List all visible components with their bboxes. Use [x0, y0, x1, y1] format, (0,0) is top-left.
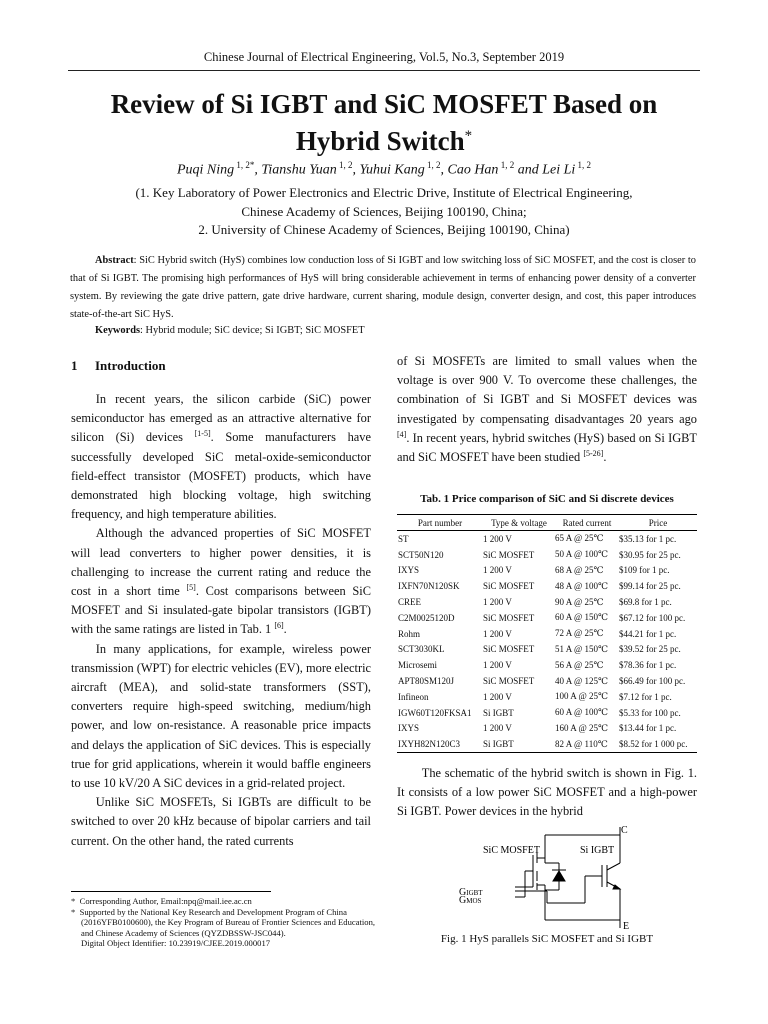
paragraph: The schematic of the hybrid switch is shown in Fig. 1. It consists of a low power SiC MOSFET and a high-power Si IGBT. Power devices in the hybrid	[397, 766, 697, 819]
citation: [1-5]	[194, 429, 211, 439]
table-cell: IXYH82N120C3	[397, 736, 483, 752]
table-cell: Rohm	[398, 628, 421, 639]
footnote-mark: *	[71, 906, 76, 917]
table-cell: 1 200 V	[483, 723, 512, 734]
table-cell: $99.14 for 25 pc.	[619, 581, 681, 592]
gate-mos-label: GMOS	[459, 895, 482, 906]
table-cell: 90 A @ 25℃	[555, 596, 604, 607]
table-header-cell: Part number	[397, 515, 483, 531]
table-row	[397, 673, 697, 689]
abstract	[70, 252, 696, 324]
author-separator: ,	[254, 162, 262, 178]
citation: [4]	[397, 429, 407, 439]
table-cell: Microsemi	[398, 660, 437, 671]
table-cell: $69.8 for 1 pc.	[619, 597, 672, 608]
citation: [6]	[274, 621, 284, 631]
price-comparison-table	[397, 514, 697, 753]
table-cell: 60 A @ 150℃	[555, 612, 609, 623]
table-row	[397, 563, 697, 579]
table-row	[397, 610, 697, 626]
paragraph-text: . In recent years, hybrid switches (HyS) based on Si IGBT and SiC MOSFET have been studied	[397, 430, 697, 465]
table-cell: CREE	[398, 597, 422, 608]
paragraph	[71, 390, 371, 524]
table-cell: SiC MOSFET	[483, 581, 535, 592]
table-cell: 1 200 V	[483, 565, 512, 576]
table-cell: Si IGBT	[483, 707, 514, 718]
table-cell: $7.12 for 1 pc.	[619, 691, 672, 702]
table-cell: C2M0025120D	[398, 612, 455, 623]
table-cell: IXFN70N120SK	[398, 581, 460, 592]
gate-igbt-label: GIGBT	[459, 887, 483, 898]
table-cell: $44.21 for 1 pc.	[619, 628, 677, 639]
paragraph: In many applications, for example, wireless power transmission (WPT) for electric vehicles (EV), more electric aircraft (MEA), and solid-state transformers (SST), converters require high-speed switching, medium/high power, and low on-resistance. A reasonable price impacts and delays the application of SiC devices. This is especially true for grid applications, wherein it would baffle engineers to use 10 kV/20 A SiC devices in a grid-related project.	[71, 641, 372, 791]
table-row	[397, 657, 697, 673]
igbt-label: Si IGBT	[580, 845, 615, 856]
table-cell: 82 A @ 110℃	[555, 736, 619, 752]
footnote	[71, 907, 376, 939]
table-cell: 1 200 V	[483, 660, 512, 671]
author-name: Lei Li	[542, 162, 576, 178]
author-name: Cao Han	[447, 162, 499, 178]
author-affiliation-mark: 1, 2	[575, 160, 592, 170]
table-body	[397, 531, 697, 753]
table-cell: 56 A @ 25℃	[555, 659, 604, 670]
author-affiliation-mark: 1, 2*	[234, 160, 255, 170]
table-cell: 48 A @ 100℃	[555, 580, 609, 591]
left-column	[71, 356, 371, 851]
paragraph-text: .	[603, 450, 607, 465]
paragraph-text: Although the advanced properties of SiC MOSFET will lead converters to higher power densities, it is challenging to increase the current rating and reduce the cost in a short time	[71, 526, 371, 599]
footnote	[71, 896, 376, 907]
footnotes	[71, 896, 376, 949]
paragraph-text: of Si MOSFETs are limited to small values when the voltage is over 900 V. To overcome these challenges, the combination of Si IGBT and Si MOSFET devices was investigated by compensating disadvantages 20 years ago	[397, 354, 697, 426]
footnote-mark: *	[71, 896, 76, 906]
hybrid-switch-schematic	[455, 825, 655, 935]
table-cell: $8.52 for 1 000 pc.	[619, 736, 697, 752]
table-cell: SiC MOSFET	[483, 549, 535, 560]
keywords	[70, 323, 696, 339]
table-cell: 51 A @ 150℃	[555, 643, 609, 654]
paragraph-text: In recent years, the silicon carbide (SiC) power semiconductor has emerged as an attractive alternative for silicon (Si) devices	[71, 392, 371, 445]
table-cell: ST	[398, 533, 409, 544]
paragraph-text: .	[283, 622, 287, 637]
table-row	[397, 626, 697, 642]
table-cell: $39.52 for 25 pc.	[619, 644, 681, 655]
table-header-cell: Rated current	[555, 515, 619, 531]
abstract-label: Abstract	[95, 255, 134, 266]
affiliation-line-2: Chinese Academy of Sciences, Beijing 100190, China;	[241, 204, 527, 219]
footnote-text: Corresponding Author, Email:npq@mail.iee.ac.cn	[79, 896, 252, 906]
table-cell: $78.36 for 1 pc.	[619, 660, 677, 671]
table-cell: IXYS	[398, 723, 420, 734]
table-cell: $66.49 for 100 pc.	[619, 676, 686, 687]
table-cell: Si IGBT	[483, 736, 555, 752]
paragraph	[397, 352, 697, 467]
author-affiliation-mark: 1, 2	[498, 160, 515, 170]
table-cell: 1 200 V	[483, 533, 512, 544]
table-cell: 65 A @ 25℃	[555, 533, 604, 544]
table-cell: 72 A @ 25℃	[555, 628, 604, 639]
section-title: Introduction	[95, 358, 166, 373]
author-name: Yuhui Kang	[359, 162, 425, 178]
paper-title	[40, 88, 728, 157]
table-caption: Tab. 1 Price comparison of SiC and Si discrete devices	[420, 493, 674, 505]
footnote: Digital Object Identifier: 10.23919/CJEE.2019.000017	[81, 938, 271, 949]
table-cell: IGW60T120FKSA1	[398, 707, 472, 718]
table-cell: $67.12 for 100 pc.	[619, 612, 686, 623]
paragraph-text: . Some manufacturers have successfully developed SiC metal-oxide-semiconductor field-effect transistor (MOSFET) products, which have demonstrated high blocking voltage, high switching frequency, and high temperature abilities.	[71, 430, 372, 522]
affiliation-line-1: (1. Key Laboratory of Power Electronics and Electric Drive, Institute of Electrical Engineering,	[135, 185, 633, 200]
table-cell: 1 200 V	[483, 597, 512, 608]
table-cell: SCT3030KL	[398, 644, 445, 655]
table-cell: $5.33 for 100 pc.	[619, 707, 681, 718]
table-row	[397, 578, 697, 594]
section-number: 1	[71, 358, 78, 373]
table-cell: SiC MOSFET	[483, 644, 535, 655]
table-cell: APT80SM120J	[398, 676, 455, 687]
citation: [5]	[186, 582, 196, 592]
author-affiliation-mark: 1, 2	[424, 160, 441, 170]
table-cell: Infineon	[398, 691, 429, 702]
table-cell: 1 200 V	[483, 691, 512, 702]
table-header-cell: Type & voltage	[483, 515, 555, 531]
table-row	[397, 531, 697, 547]
table-cell: 50 A @ 100℃	[555, 549, 609, 560]
title-footnote-mark: *	[464, 128, 473, 144]
table-row	[397, 689, 697, 705]
footnote-text: Supported by the National Key Research and Development Program of China (2016YFB0100600), the Key Program of Bureau of Frontier Sciences and Education, and Chinese Academy of Sciences (QYZDBSSW-JSC044).	[79, 906, 376, 938]
table-header-row	[397, 515, 697, 531]
table-row	[397, 547, 697, 563]
author-list	[0, 160, 768, 179]
keywords-text: : Hybrid module; SiC device; Si IGBT; SiC MOSFET	[140, 325, 365, 336]
table-row	[397, 736, 697, 752]
table-cell: SiC MOSFET	[483, 676, 535, 687]
table-cell: 100 A @ 25℃	[555, 691, 609, 702]
table-header-cell: Price	[619, 515, 697, 531]
table-cell: IXYS	[398, 565, 420, 576]
paragraph-text: . Cost comparisons between SiC MOSFET and Si insulated-gate bipolar transistors (IGBT) with the same ratings are listed in Tab. 1	[71, 584, 371, 637]
table-cell: 1 200 V	[483, 628, 512, 639]
title-line-1: Review of Si IGBT and SiC MOSFET Based on	[110, 89, 658, 119]
author-separator: ,	[352, 162, 360, 178]
header-rule	[68, 70, 700, 71]
author-affiliation-mark: 1, 2	[336, 160, 353, 170]
right-column	[397, 352, 697, 467]
table-cell: 60 A @ 100℃	[555, 707, 609, 718]
table-cell: $109 for 1 pc.	[619, 565, 670, 576]
author-separator: ,	[440, 162, 448, 178]
table-row	[397, 721, 697, 737]
table-cell: $30.95 for 25 pc.	[619, 549, 681, 560]
table-cell: SCT50N120	[398, 549, 444, 560]
author-name: Tianshu Yuan	[261, 162, 337, 178]
author-separator: and	[514, 162, 543, 178]
emitter-label: E	[623, 921, 630, 932]
affiliation-line-3: 2. University of Chinese Academy of Sciences, Beijing 100190, China)	[198, 222, 570, 237]
table-cell: 160 A @ 25℃	[555, 722, 609, 733]
table-cell: $35.13 for 1 pc.	[619, 533, 677, 544]
figure-caption: Fig. 1 HyS parallels SiC MOSFET and Si IGBT	[440, 933, 654, 945]
journal-header: Chinese Journal of Electrical Engineering, Vol.5, No.3, September 2019	[203, 50, 565, 64]
table-cell: SiC MOSFET	[483, 612, 535, 623]
abstract-text: : SiC Hybrid switch (HyS) combines low conduction loss of Si IGBT and low switching loss of SiC MOSFET, and the cost is closer to that of Si IGBT. The promising high performances of HyS will bring considerable achievement in terms of enhancing power density of a converter system. By reviewing the gate drive pattern, gate drive hardware, current sharing, module design, converter design, and cost, this paper introduces state-of-the-art SiC HyS.	[70, 255, 696, 320]
paragraph	[71, 524, 371, 639]
footnote-rule	[71, 891, 271, 892]
section-heading	[71, 356, 371, 375]
table-row	[397, 594, 697, 610]
mosfet-label: SiC MOSFET	[483, 845, 540, 856]
title-line-2: Hybrid Switch	[295, 126, 465, 156]
right-column-continued	[397, 764, 697, 822]
keywords-label: Keywords	[95, 325, 141, 336]
author-name: Puqi Ning	[176, 162, 235, 178]
table-row	[397, 705, 697, 721]
table-cell: $13.44 for 1 pc.	[619, 723, 677, 734]
citation: [5-26]	[583, 448, 604, 458]
table-cell: 68 A @ 25℃	[555, 564, 604, 575]
table-cell: 40 A @ 125℃	[555, 675, 609, 686]
table-row	[397, 642, 697, 658]
diode-icon	[553, 871, 565, 881]
collector-label: C	[621, 825, 628, 836]
paragraph: Unlike SiC MOSFETs, Si IGBTs are difficult to be switched to over 20 kHz because of bipolar carriers and tail current. On the other hand, the rated currents	[71, 795, 371, 848]
